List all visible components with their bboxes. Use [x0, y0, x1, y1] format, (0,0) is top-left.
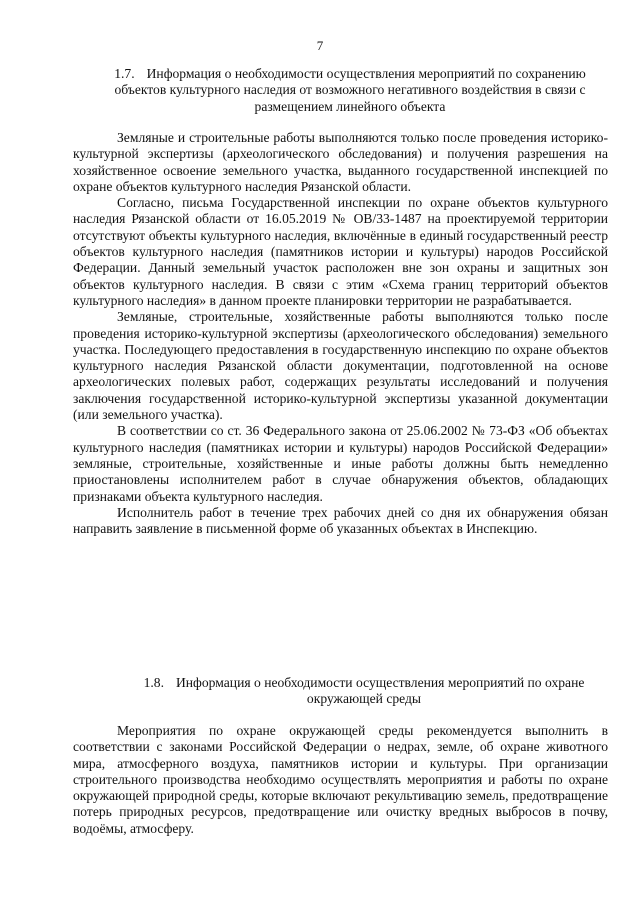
paragraph: Земляные и строительные работы выполняются только после проведения историко-культурной экспертизы (археологического обследования) и получения разрешения на хозяйственное освоение земельного участка, выданного государственной инспекцией по охране объектов культурного наследия Рязанской области. — [73, 130, 608, 194]
section-1-7-title: Информация о необходимости осуществления мероприятий по сохранению объектов культурного наследия от возможного негативного воздействия в связи с размещением линейного объекта — [114, 66, 586, 114]
section-1-8-heading — [118, 675, 610, 708]
paragraph: Земляные, строительные, хозяйственные работы выполняются только после проведения историко-культурной экспертизы (археологического обследования) земельного участка. Последующего предоставления в государственную инспекцию по охране объектов культурного наследия Рязанской области документации, подготовленной на основе археологических полевых работ, содержащих результаты исследований и получения заключения государственной историко-культурной экспертизы указанной документации (или земельного участка). — [73, 309, 608, 423]
paragraph: Мероприятия по охране окружающей среды рекомендуется выполнить в соответствии с законами Российской Федерации о недрах, земле, об охране животного мира, атмосферного воздуха, памятников истории и культуры. При организации строительного производства необходимо осуществлять мероприятия и работы по охране окружающей природной среды, которые включают рекультивацию земель, предотвращение потерь природных ресурсов, предотвращение или очистку вредных выбросов в почву, водоёмы, атмосферу. — [73, 723, 608, 836]
section-1-7-body — [73, 130, 608, 537]
section-1-8-title: Информация о необходимости осуществления мероприятий по охране окружающей среды — [175, 675, 585, 707]
section-1-7-heading — [106, 66, 594, 115]
section-1-7-number: 1.7. — [114, 66, 135, 81]
page-number: 7 — [316, 38, 324, 53]
paragraph: Исполнитель работ в течение трех рабочих дней со дня их обнаружения обязан направить заявление в письменной форме об указанных объектах в Инспекцию. — [73, 504, 608, 537]
section-1-8-body — [73, 723, 608, 837]
section-1-8-number: 1.8. — [143, 675, 164, 690]
paragraph: Согласно, письма Государственной инспекции по охране объектов культурного наследия Рязанской области от 16.05.2019 № ОВ/33-1487 на проектируемой территории отсутствуют объекты культурного наследия, включённые в единый государственный реестр объектов культурного наследия (памятников истории и культуры) народов Российской Федерации. Данный земельный участок расположен вне зон охраны и защитных зон объектов культурного наследия. В связи с этим «Схема границ территорий объектов культурного наследия» в данном проекте планировки территории не разрабатывается. — [73, 195, 608, 308]
paragraph: В соответствии со ст. 36 Федерального закона от 25.06.2002 № 73-ФЗ «Об объектах культурного наследия (памятниках истории и культуры) народов Российской Федерации» земляные, строительные, хозяйственные и иные работы должны быть немедленно приостановлены исполнителем работ в случае обнаружения объектов, обладающих признаками объекта культурного наследия. — [73, 423, 608, 504]
